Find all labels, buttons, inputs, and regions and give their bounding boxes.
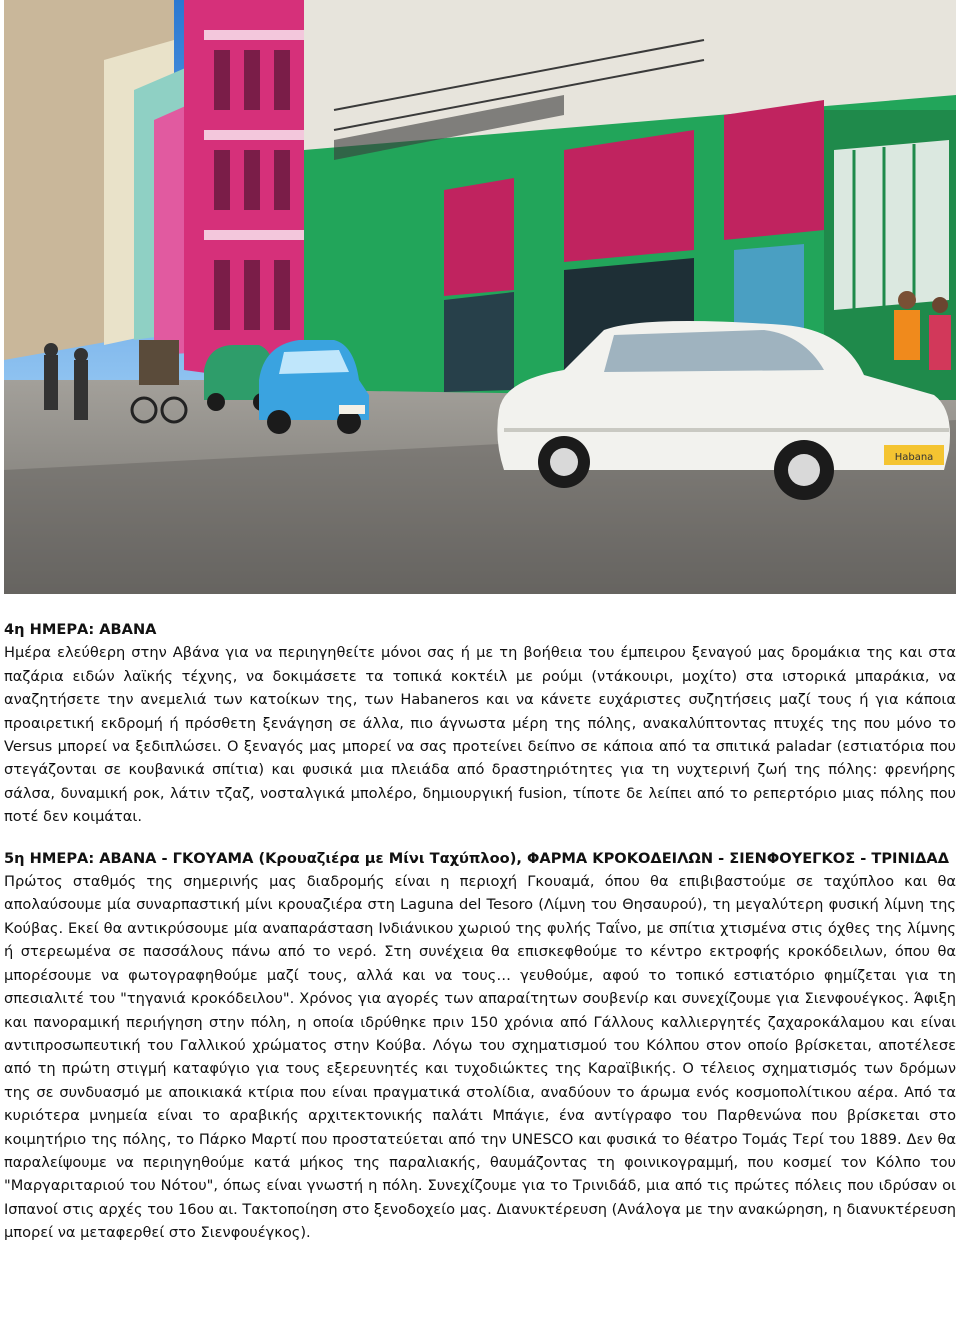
itinerary-text (4, 618, 956, 1245)
shutter-2 (564, 130, 694, 262)
shutter-1 (444, 178, 514, 296)
day-4-description: Ημέρα ελεύθερη στην Αβάνα για να περιηγηθείτε μόνοι σας ή με τη βοήθεια του έμπειρου ξεναγού μας δρομάκια της και στα παζάρια ειδών λαϊκής τέχνης, να δοκιμάσετε τα τοπικά κοκτέιλ με ρούμι (ντάκουιρι, μοχίτο) στα ιστορικά μπαράκια, να αναζητήσετε την ανεμελιά των κατοίκων της, των Habaneros και να κάνετε ευχάριστες συζητήσεις μαζί τους ή για κάποια προαιρετική εκδρομή ή πρόσθετη ξενάγηση σε άλλα, πιο άγνωστα μέρη της πόλης, ανακαλύπτοντας πτυχές της που μόνο το Versus μπορεί να ξεδιπλώσει. Ο ξεναγός μας μπορεί να σας προτείνει δείπνο σε κάποια από τα σπιτικά paladar (εστιατόρια που στεγάζονται σε κουβανικά σπίτια) και φυσικά μια πλειάδα από δραστηριότητες για τη νυχτερινή ζωή της πόλης: φρενήρης σάλσα, δυναμική ροκ, λάτιν τζαζ, νοσταλγικά μπολέρο, δημιουργική fusion, τίποτε δε λείπει από το ρεπερτόριο μιας πόλης που ποτέ δεν κοιμάται. (4, 644, 956, 826)
shutter-3 (724, 100, 824, 240)
havana-street-photo (4, 0, 956, 594)
car-plate: Habana (894, 452, 934, 463)
day-4-title: 4η ΗΜΕΡΑ: ΑΒΑΝΑ (4, 621, 157, 638)
day-5-title: 5η ΗΜΕΡΑ: ΑΒΑΝΑ - ΓΚΟΥΑΜΑ (Κρουαζιέρα με Μίνι Ταχύπλοο), ΦΑΡΜΑ ΚΡΟΚΟΔΕΙΛΩΝ - ΣΙΕΝΦΟΥΕΓΚΟΣ - ΤΡΙΝΙΔΑΔ (4, 849, 949, 867)
day-5-description: Πρώτος σταθμός της σημερινής μας διαδρομής είναι η περιοχή Γκουαμά, όπου θα επιβιβαστούμε σε ταχύπλοο και θα απολαύσουμε μία συναρπαστική μίνι κρουαζιέρα στη Laguna del Tesoro (Λίμνη του Θησαυρού), τη μεγαλύτερη φυσική λίμνη της Κούβας. Εκεί θα αντικρύσουμε μία αναπαράσταση Ινδιάνικου χωριού της φυλής Ταΐνο, με σπίτια χτισμένα στις όχθες της λίμνης ή στερεωμένα σε πασσάλους πάνω από το νερό. Στη συνέχεια θα επισκεφθούμε το κέντρο εκτροφής κροκόδειλων, όπου θα μπορέσουμε να φωτογραφηθούμε μαζί τους, αλλά και να τους… γευθούμε, αφού το τοπικό εστιατόριο φημίζεται για τη σπεσιαλιτέ του "τηγανιά κροκόδειλου". Χρόνος για αγορές των απαραίτητων σουβενίρ και συνεχίζουμε για Σιενφουέγκος. Άφιξη και πανοραμική περιήγηση στην πόλη, η οποία ιδρύθηκε πριν 150 χρόνια από Γάλλους καλλιεργητές ζαχαροκάλαμου και είναι αντιπροσωπευτική του Γαλλικού χρώματος στην Κούβα. Λόγω του σχηματισμού του Κόλπου στον οποίο βρίσκεται, αποτέλεσε από τη πρώτη στιγμή καταφύγιο για τους εξερευνητές και τυχοδιώκτες της Καραϊβικής. Ο τέλειος σχηματισμός των δρόμων της σε συνδυασμό με αποικιακά κτίρια που είναι πραγματικά στολίδια, αναδύουν το άρωμα ενός κοσμοπολίτικου αέρα. Από τα κυριότερα μνημεία είναι το αραβικής αρχιτεκτονικής παλάτι Μπάγιε, ένα αντίγραφο του Παρθενώνα που βρίσκεται στο κοιμητήριο της πόλης, το Πάρκο Μαρτί που προστατεύεται από την UNESCO και φυσικά το θέατρο Τομάς Τερί του 1889. Δεν θα παραλείψουμε να περιηγηθούμε κατά μήκος της παραλιακής, θαυμάζοντας τη φοινικογραμμή, που κοσμεί τον Κόλπο του "Μαργαριταριού του Νότου", όπως είναι γνωστή η πόλη. Συνεχίζουμε για το Τρινιδάδ, μια από τις πρώτες πόλεις που ιδρύσαν οι Ισπανοί στις αρχές του 16ου αι. Τακτοποίηση στο ξενοδοχείο μας. Διανυκτέρευση (Ανάλογα με την ανακώρηση, η διανυκτέρευση μπορεί να μεταφερθεί στο Σιενφουέγκος). (4, 873, 956, 1242)
